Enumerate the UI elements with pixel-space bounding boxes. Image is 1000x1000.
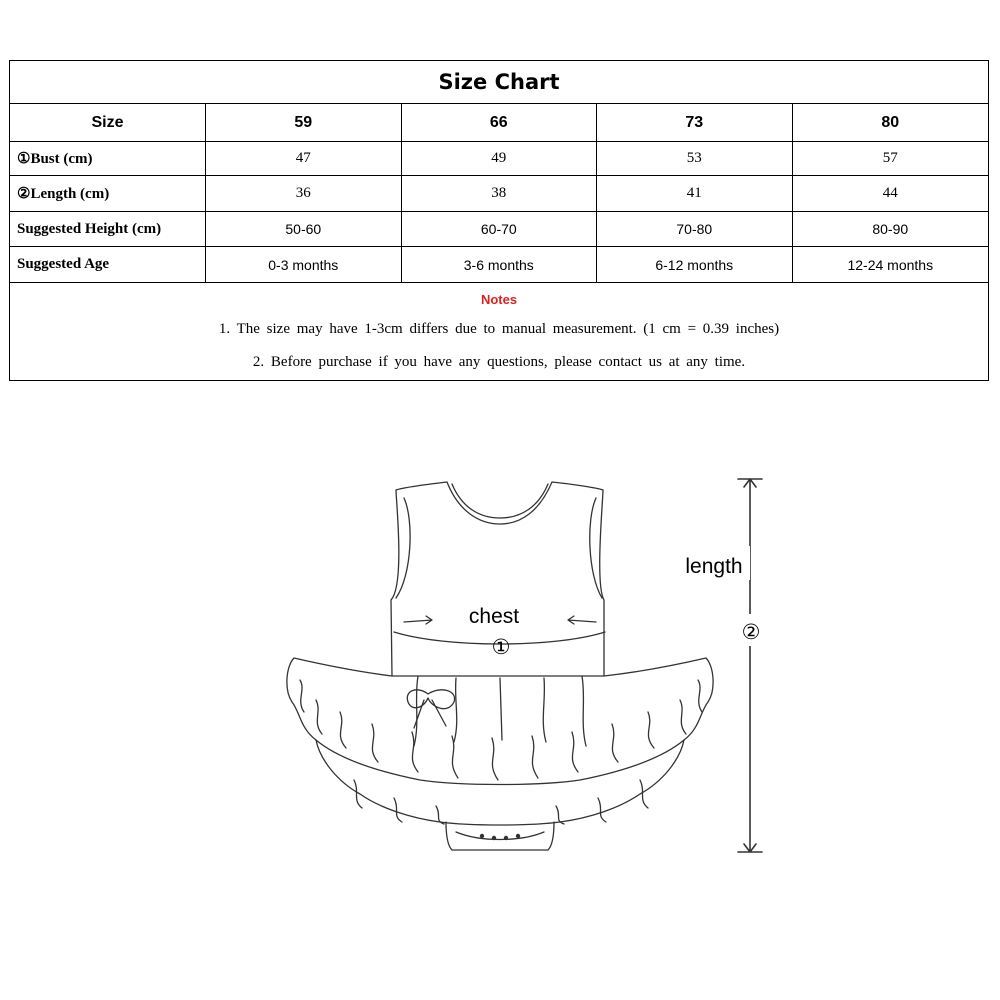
bodysuit-snap-line <box>456 832 544 840</box>
size-header-cell: 73 <box>597 104 793 141</box>
table-cell: 38 <box>402 176 598 211</box>
snap-button <box>480 834 484 838</box>
tutu-lower-ruffle <box>316 740 684 825</box>
row-label: ①Bust (cm) <box>10 142 206 175</box>
table-cell: 50-60 <box>206 212 402 246</box>
chest-arrow-left <box>404 616 432 624</box>
table-cell: 47 <box>206 142 402 175</box>
left-armhole <box>396 498 410 598</box>
length-label: length <box>685 555 743 578</box>
neckline <box>452 484 548 518</box>
table-cell: 0-3 months <box>206 247 402 282</box>
size-header-cell: 66 <box>402 104 598 141</box>
table-cell: 80-90 <box>872 221 909 237</box>
note-line-1: 1. The size may have 1-3cm differs due to manual measurement. (1 cm = 0.39 inches) <box>218 321 780 337</box>
snap-button <box>516 834 520 838</box>
notes-title: Notes <box>480 292 518 307</box>
snap-button <box>504 836 508 840</box>
chest-label: chest <box>468 605 520 628</box>
size-header-cell: 80 <box>881 113 900 131</box>
chest-marker: ① <box>491 636 511 659</box>
tutu-skirt-folds <box>414 676 586 746</box>
length-marker: ② <box>741 621 761 644</box>
row-label: Suggested Height (cm) <box>10 212 206 246</box>
table-cell: 44 <box>882 185 898 201</box>
table-cell: 3-6 months <box>402 247 598 282</box>
table-cell: 57 <box>882 150 898 166</box>
bow <box>407 690 454 728</box>
table-cell: 6-12 months <box>597 247 793 282</box>
size-chart-title: Size Chart <box>10 61 988 104</box>
length-measure-line <box>738 479 762 852</box>
table-cell: 12-24 months <box>847 256 934 273</box>
size-header-label: Size <box>10 104 206 141</box>
table-cell: 53 <box>597 142 793 175</box>
table-cell: 41 <box>597 176 793 211</box>
table-cell: 36 <box>206 176 402 211</box>
row-label: Suggested Age <box>10 247 206 282</box>
note-line-2: 2. Before purchase if you have any questions, please contact us at any time. <box>252 354 746 370</box>
bodysuit-bottom <box>446 822 554 850</box>
size-header-cell: 59 <box>206 104 402 141</box>
snap-button <box>492 836 496 840</box>
table-cell: 49 <box>402 142 598 175</box>
table-cell: 60-70 <box>402 212 598 246</box>
table-cell: 70-80 <box>597 212 793 246</box>
chest-arrow-right <box>568 616 596 624</box>
row-label: ②Length (cm) <box>10 176 206 211</box>
